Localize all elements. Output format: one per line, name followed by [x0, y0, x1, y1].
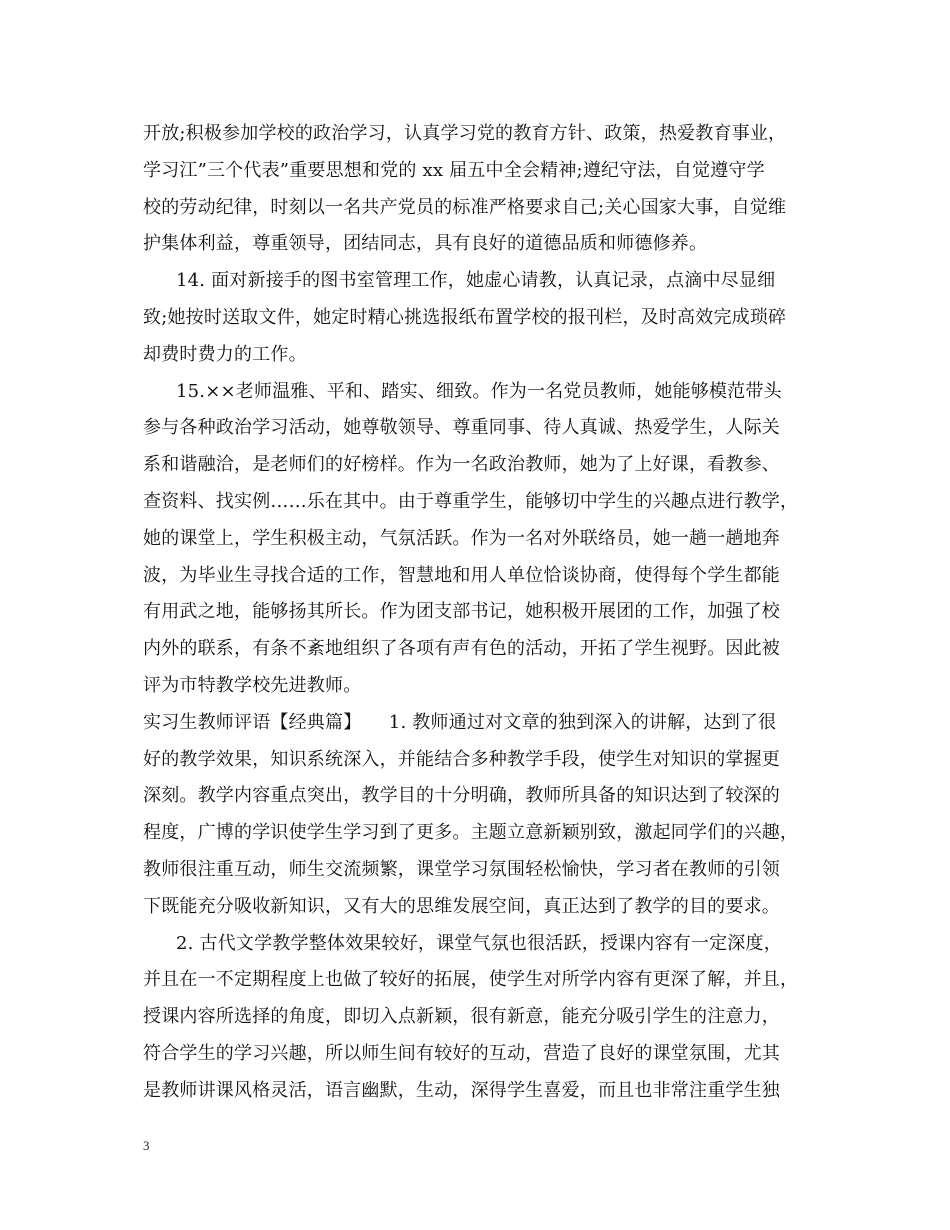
text-line: 内外的联系，有条不紊地组织了各项有声有色的活动，开拓了学生视野。因此被	[143, 638, 780, 660]
text-line: 查资料、找实例……乐在其中。由于尊重学生，能够切中学生的兴趣点进行教学，	[143, 490, 799, 512]
text-line: 教师很注重互动，师生交流频繁，课堂学习氛围轻松愉快，学习者在教师的引领	[143, 858, 780, 880]
text-line: 她的课堂上，学生积极主动，气氛活跃。作为一名对外联络员，她一趟一趟地奔	[143, 527, 780, 549]
text-line: 有用武之地，能够扬其所长。作为团支部书记，她积极开展团的工作，加强了校	[143, 601, 780, 623]
text-line: 致;她按时送取文件，她定时精心挑选报纸布置学校的报刊栏，及时高效完成琐碎	[143, 306, 787, 328]
text-line: 并且在一不定期程度上也做了较好的拓展，使学生对所学内容有更深了解，并且，	[143, 969, 799, 991]
paragraph-start-line: 2. 古代文学教学整体效果较好，课堂气氛也很活跃，授课内容有一定深度，	[176, 932, 782, 954]
text-line: 系和谐融洽，是老师们的好榜样。作为一名政治教师，她为了上好课，看教参、	[143, 454, 780, 476]
text-line: 深刻。教学内容重点突出，教学目的十分明确，教师所具备的知识达到了较深的	[143, 785, 780, 807]
text-line: 是教师讲课风格灵活，语言幽默，生动，深得学生喜爱，而且也非常注重学生独	[143, 1079, 780, 1101]
text-line: 程度，广博的学识使学生学习到了更多。主题立意新颖别致，激起同学们的兴趣，	[143, 822, 799, 844]
text-line: 授课内容所选择的角度，即切入点新颖，很有新意，能充分吸引学生的注意力，	[143, 1006, 780, 1028]
paragraph-start-line: 14. 面对新接手的图书室管理工作，她虚心请教，认真记录，点滴中尽显细	[176, 270, 776, 292]
text-line: 符合学生的学习兴趣，所以师生间有较好的互动，营造了良好的课堂氛围，尤其	[143, 1042, 780, 1064]
text-line: 护集体利益，尊重领导，团结同志，具有良好的道德品质和师德修养。	[143, 233, 708, 255]
text-line: 评为市特教学校先进教师。	[143, 674, 362, 696]
text-line: 下既能充分吸收新知识，又有大的思维发展空间，真正达到了教学的目的要求。	[143, 895, 780, 917]
body-text	[143, 116, 823, 1110]
text-line: 开放;积极参加学校的政治学习，认真学习党的教育方针、政策，热爱教育事业，	[143, 123, 787, 144]
text-line: 学习江”三个代表”重要思想和党的 xx 届五中全会精神;遵纪守法，自觉遵守学	[143, 159, 765, 181]
paragraph-start-line: 15.××老师温雅、平和、踏实、细致。作为一名党员教师，她能够模范带头	[176, 380, 782, 402]
section-heading-line: 实习生教师评语【经典篇】 1. 教师通过对文章的独到深入的讲解，达到了很	[143, 711, 777, 733]
text-line: 波，为毕业生寻找合适的工作，智慧地和用人单位恰谈协商，使得每个学生都能	[143, 564, 780, 586]
text-line: 好的教学效果，知识系统深入，并能结合多种教学手段，使学生对知识的掌握更	[143, 748, 780, 770]
text-line: 却费时费力的工作。	[143, 343, 307, 365]
text-line: 参与各种政治学习活动，她尊敬领导、尊重同事、待人真诚、热爱学生，人际关	[143, 417, 780, 439]
text-line: 校的劳动纪律，时刻以一名共产党员的标准严格要求自己;关心国家大事，自觉维	[143, 196, 787, 218]
page-number: 3	[143, 1138, 150, 1153]
